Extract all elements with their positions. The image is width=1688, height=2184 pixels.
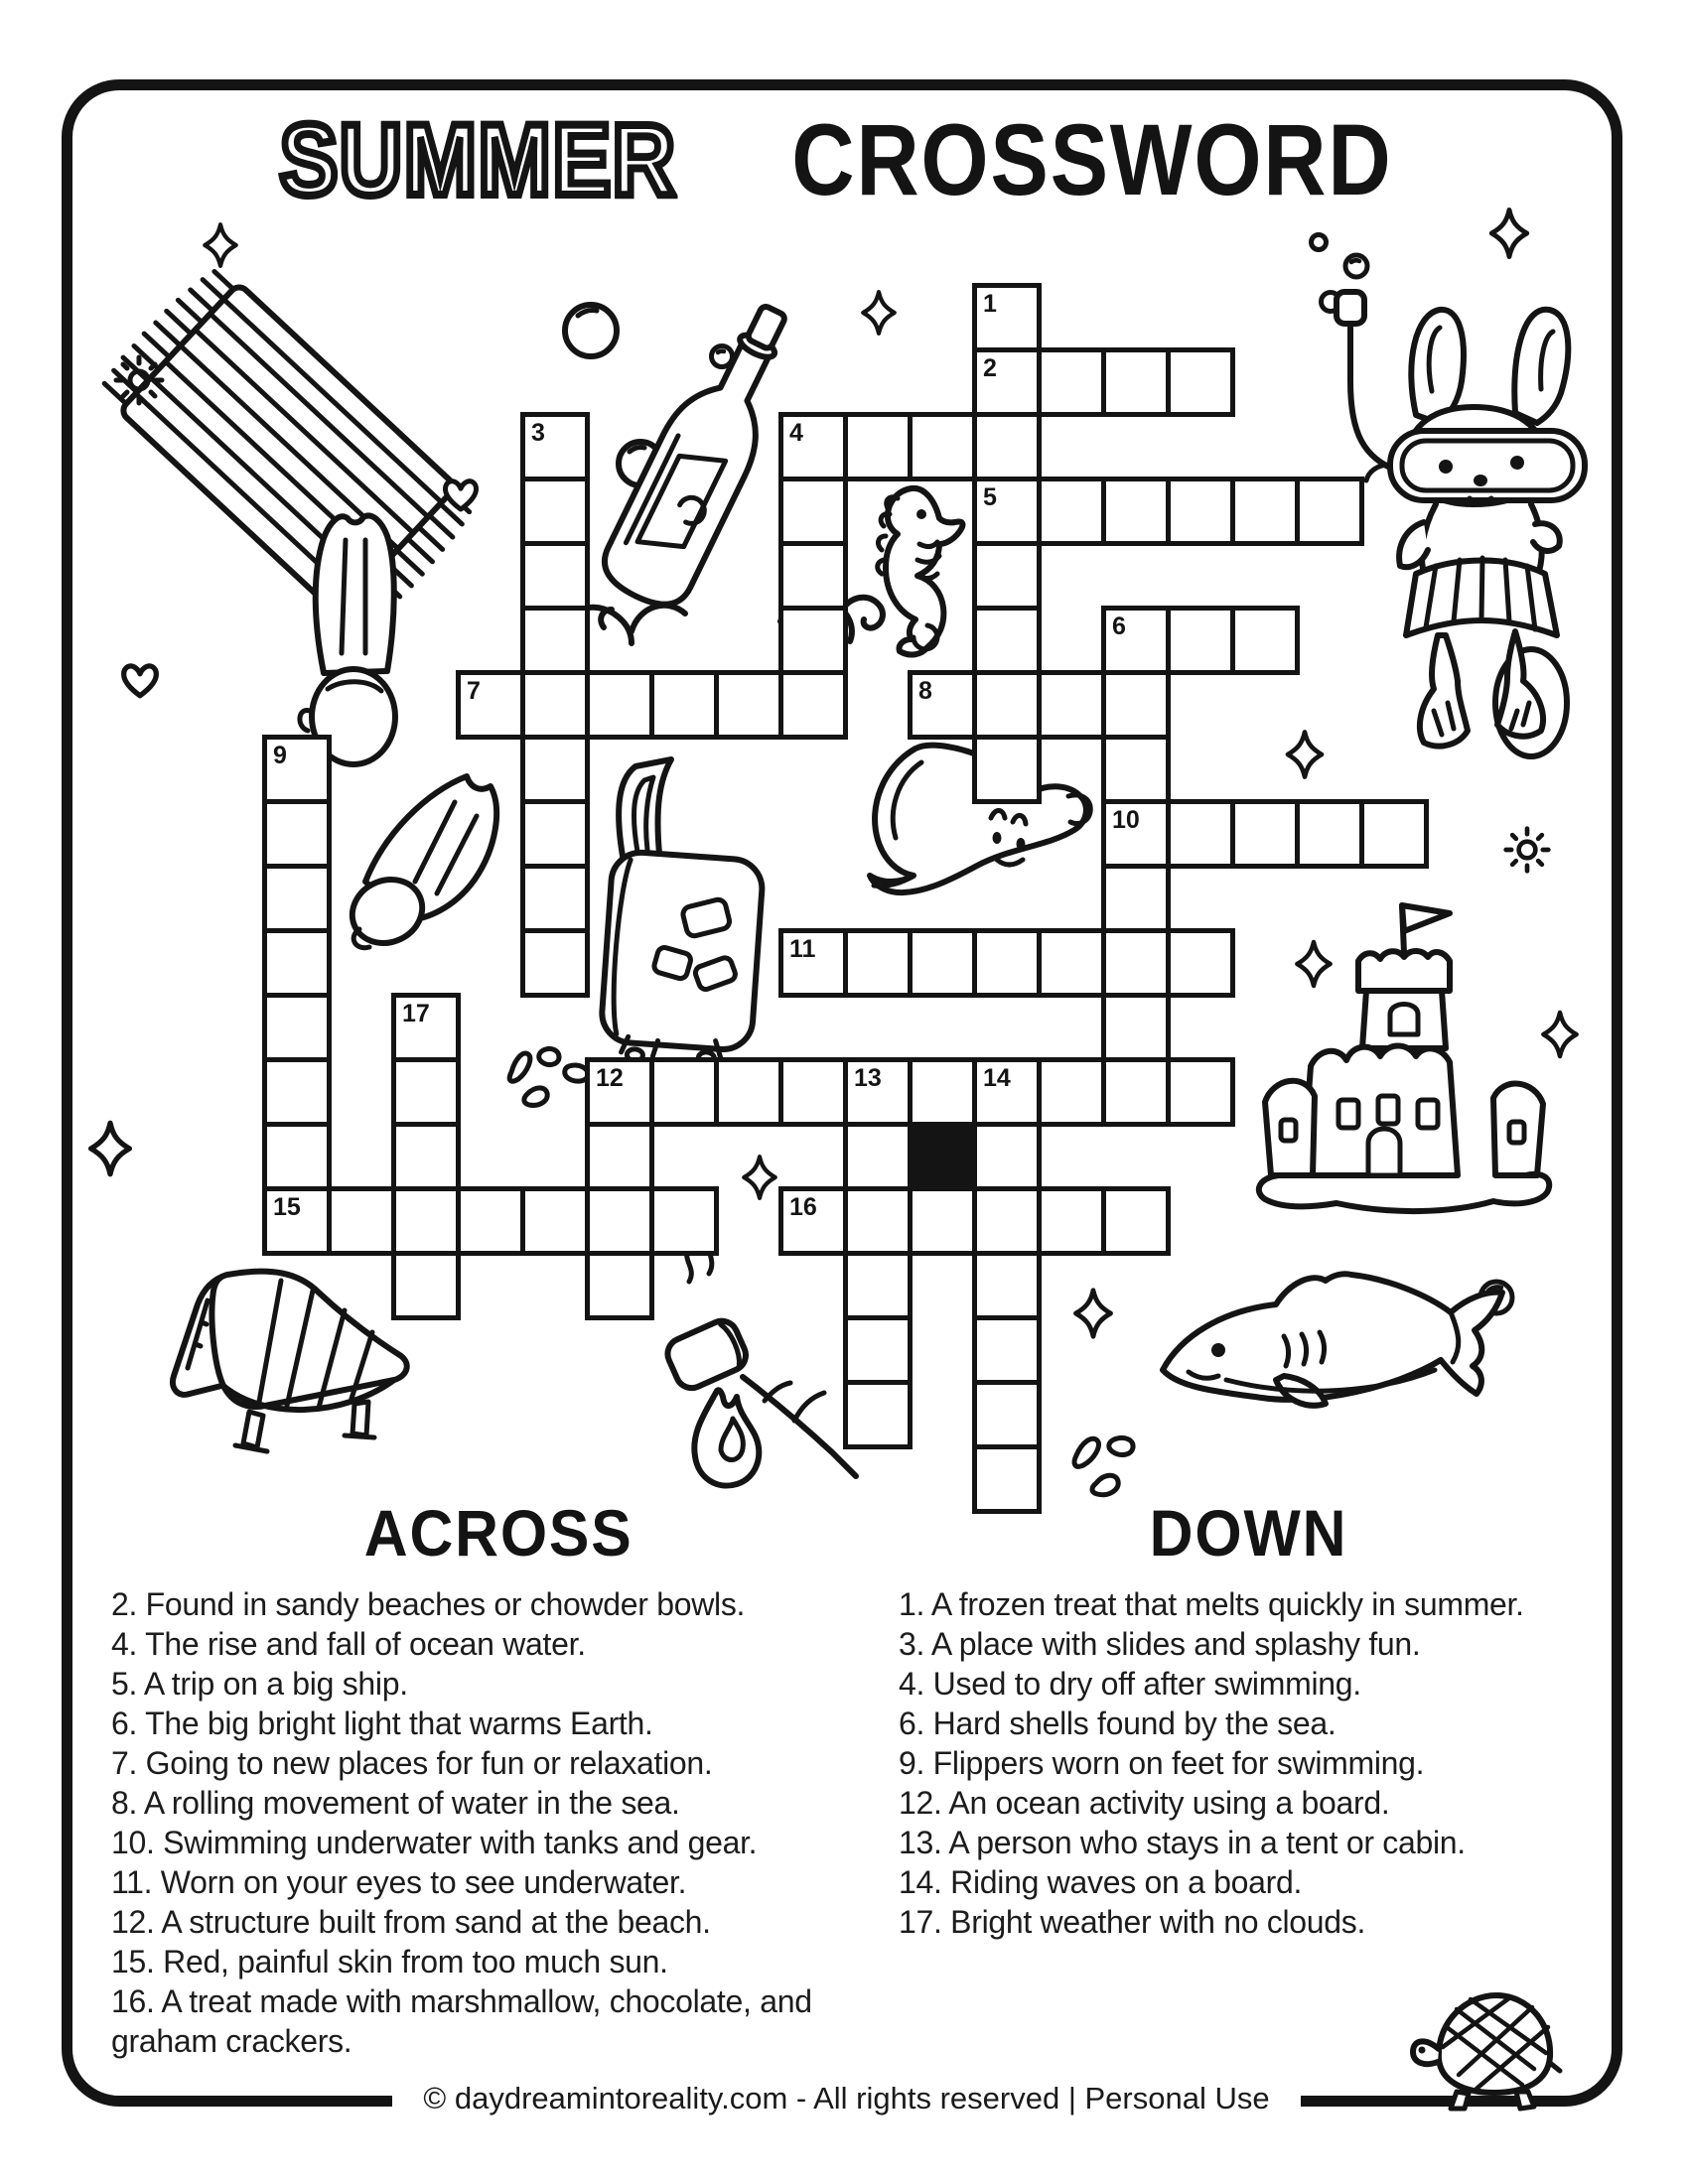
grid-cell[interactable] [972, 1122, 1042, 1191]
grid-cell[interactable] [262, 928, 332, 998]
clue-number: 11 [789, 935, 816, 963]
sparkle-icon [1074, 1287, 1112, 1340]
clue-number: 17 [402, 1000, 430, 1027]
clue-item: 2. Found in sandy beaches or chowder bowls. [111, 1586, 746, 1622]
clue-item: 17. Bright weather with no clouds. [899, 1904, 1366, 1940]
grid-cell[interactable] [972, 606, 1042, 675]
grid-cell[interactable] [843, 1057, 913, 1127]
grid-cell[interactable] [1101, 1057, 1171, 1127]
clue-number: 16 [789, 1193, 817, 1221]
clue-number: 2 [983, 354, 997, 382]
clue-number: 1 [983, 290, 997, 318]
grid-cell[interactable] [972, 928, 1042, 998]
grid-cell[interactable] [843, 928, 913, 998]
grid-cell[interactable] [1166, 606, 1235, 675]
sparkle-icon [743, 1154, 776, 1201]
splash-droplets-icon [501, 1042, 596, 1117]
blocked-cell [908, 1122, 977, 1191]
grid-cell[interactable] [908, 412, 977, 481]
grid-cell[interactable] [1101, 606, 1171, 675]
sun-icon [111, 352, 167, 408]
grid-cell[interactable] [1037, 347, 1106, 417]
grid-cell[interactable] [843, 1315, 913, 1385]
sparkle-icon [204, 222, 237, 268]
grid-cell[interactable] [520, 412, 590, 481]
clue-item: 7. Going to new places for fun or relaxation. [111, 1745, 713, 1781]
across-heading: ACROSS [363, 1496, 633, 1570]
grid-cell[interactable] [1230, 799, 1300, 869]
clue-number: 10 [1112, 806, 1140, 834]
grid-cell[interactable] [1230, 606, 1300, 675]
grid-cell[interactable] [972, 1251, 1042, 1320]
lounge-chair-illustration [154, 1261, 432, 1499]
clue-number: 4 [789, 419, 803, 447]
grid-cell[interactable] [1166, 799, 1235, 869]
clue-item: 11. Worn on your eyes to see underwater. [111, 1864, 687, 1900]
footer-text: © daydreamintoreality.com - All rights reserved | Personal Use [423, 2081, 1270, 2116]
clue-item: 1. A frozen treat that melts quickly in summer. [899, 1586, 1524, 1622]
grid-cell[interactable] [972, 735, 1042, 804]
grid-cell[interactable] [972, 477, 1042, 546]
clue-number: 13 [854, 1064, 882, 1092]
grid-cell[interactable] [972, 283, 1042, 352]
grid-cell[interactable] [908, 1057, 977, 1127]
across-clue-list [111, 1584, 886, 2061]
grid-cell[interactable] [520, 541, 590, 611]
grid-cell[interactable] [908, 1186, 977, 1256]
grid-cell[interactable] [843, 1122, 913, 1191]
clue-item: 12. An ocean activity using a board. [899, 1785, 1390, 1821]
grid-cell[interactable] [1295, 799, 1364, 869]
clue-item: 9. Flippers worn on feet for swimming. [899, 1745, 1425, 1781]
grid-cell[interactable] [1101, 1186, 1171, 1256]
grid-cell[interactable] [778, 928, 848, 998]
grid-cell[interactable] [391, 993, 461, 1062]
flipper-illustration [336, 762, 539, 956]
grid-cell[interactable] [843, 1251, 913, 1320]
down-clue-list [899, 1584, 1599, 1942]
grid-cell[interactable] [972, 541, 1042, 611]
sandcastle-illustration [1253, 891, 1561, 1211]
stingray-illustration [842, 733, 1100, 906]
grid-cell[interactable] [262, 864, 332, 933]
clue-item: 5. A trip on a big ship. [111, 1666, 408, 1702]
grid-cell[interactable] [585, 1251, 654, 1320]
grid-cell[interactable] [972, 1186, 1042, 1256]
grid-cell[interactable] [1101, 864, 1171, 933]
grid-cell[interactable] [972, 670, 1042, 740]
clue-item: 4. The rise and fall of ocean water. [111, 1626, 586, 1662]
grid-cell[interactable] [585, 670, 654, 740]
grid-cell[interactable] [520, 670, 590, 740]
grid-cell[interactable] [1037, 928, 1106, 998]
grid-cell[interactable] [649, 1186, 719, 1256]
clue-number: 7 [467, 677, 481, 705]
grid-cell[interactable] [262, 1186, 332, 1256]
clue-number: 9 [273, 742, 287, 769]
clue-item: 16. A treat made with marshmallow, chocolate, and graham crackers. [111, 1983, 812, 2059]
clue-item: 3. A place with slides and splashy fun. [899, 1626, 1421, 1662]
grid-cell[interactable] [585, 1057, 654, 1127]
title-word-summer: SUMMER [279, 103, 677, 216]
grid-cell[interactable] [520, 1186, 590, 1256]
grid-cell[interactable] [391, 1251, 461, 1320]
grid-cell[interactable] [972, 1380, 1042, 1449]
grid-cell[interactable] [1166, 347, 1235, 417]
grid-cell[interactable] [520, 606, 590, 675]
grid-cell[interactable] [585, 1186, 654, 1256]
grid-cell[interactable] [262, 1057, 332, 1127]
grid-cell[interactable] [262, 1122, 332, 1191]
grid-cell[interactable] [1166, 477, 1235, 546]
title-word-crossword: CROSSWORD [791, 103, 1393, 216]
grid-cell[interactable] [908, 928, 977, 998]
grid-cell[interactable] [908, 670, 977, 740]
grid-cell[interactable] [1037, 1057, 1106, 1127]
grid-cell[interactable] [1230, 477, 1300, 546]
grid-cell[interactable] [262, 735, 332, 804]
page-title [0, 103, 1688, 216]
grid-cell[interactable] [649, 670, 719, 740]
grid-cell[interactable] [1101, 670, 1171, 740]
grid-cell[interactable] [1037, 477, 1106, 546]
clue-number: 12 [596, 1064, 624, 1092]
clue-number: 15 [273, 1193, 301, 1221]
clue-number: 8 [918, 677, 932, 705]
clue-item: 13. A person who stays in a tent or cabin. [899, 1825, 1466, 1860]
seahorse-illustration [856, 478, 980, 657]
grid-cell[interactable] [1166, 928, 1235, 998]
grid-cell[interactable] [1101, 735, 1171, 804]
grid-cell[interactable] [391, 1057, 461, 1127]
grid-cell[interactable] [972, 347, 1042, 417]
clue-item: 15. Red, painful skin from too much sun. [111, 1944, 668, 1979]
grid-cell[interactable] [391, 1122, 461, 1191]
grid-cell[interactable] [1037, 1186, 1106, 1256]
grid-cell[interactable] [714, 1057, 783, 1127]
grid-cell[interactable] [778, 412, 848, 481]
grid-cell[interactable] [456, 1186, 525, 1256]
grid-cell[interactable] [1359, 799, 1429, 869]
clue-item: 12. A structure built from sand at the beach. [111, 1904, 711, 1940]
bubble-icon [1342, 252, 1370, 280]
shark-illustration [1127, 1253, 1529, 1471]
clue-item: 6. Hard shells found by the sea. [899, 1706, 1336, 1741]
grid-cell[interactable] [778, 1057, 848, 1127]
grid-cell[interactable] [843, 1380, 913, 1449]
clue-number: 3 [531, 419, 545, 447]
grid-cell[interactable] [1101, 993, 1171, 1062]
grid-cell[interactable] [327, 1186, 396, 1256]
clue-number: 14 [983, 1064, 1011, 1092]
grid-cell[interactable] [520, 735, 590, 804]
grid-cell[interactable] [520, 928, 590, 998]
grid-cell[interactable] [262, 799, 332, 869]
clue-number: 5 [983, 483, 997, 511]
snorkel-bunny-illustration [1321, 286, 1623, 782]
grid-cell[interactable] [1101, 928, 1171, 998]
grid-cell[interactable] [1101, 799, 1171, 869]
grid-cell[interactable] [520, 864, 590, 933]
grid-cell[interactable] [778, 606, 848, 675]
heart-icon [121, 663, 159, 699]
grid-cell[interactable] [520, 477, 590, 546]
clue-item: 4. Used to dry off after swimming. [899, 1666, 1361, 1702]
grid-cell[interactable] [972, 1444, 1042, 1514]
grid-cell[interactable] [1101, 347, 1171, 417]
grid-cell[interactable] [585, 1122, 654, 1191]
clue-item: 8. A rolling movement of water in the sea. [111, 1785, 680, 1821]
bubble-icon [1309, 232, 1329, 252]
grid-cell[interactable] [649, 1057, 719, 1127]
footer [392, 2069, 1301, 2128]
grid-cell[interactable] [262, 993, 332, 1062]
grid-cell[interactable] [843, 412, 913, 481]
turtle-illustration [1405, 1964, 1564, 2111]
sparkle-icon [1485, 208, 1533, 258]
grid-cell[interactable] [778, 541, 848, 611]
clue-item: 10. Swimming underwater with tanks and gear. [111, 1825, 758, 1860]
grid-cell[interactable] [520, 799, 590, 869]
clue-item: 6. The big bright light that warms Earth. [111, 1706, 653, 1741]
sparkle-icon [1285, 731, 1325, 778]
grid-cell[interactable] [456, 670, 525, 740]
clue-number: 6 [1112, 613, 1126, 640]
grid-cell[interactable] [972, 1315, 1042, 1385]
sun-icon [1501, 824, 1553, 876]
grid-cell[interactable] [778, 1186, 848, 1256]
grid-cell[interactable] [1101, 477, 1171, 546]
grid-cell[interactable] [714, 670, 783, 740]
down-heading: DOWN [1149, 1496, 1348, 1570]
grid-cell[interactable] [1166, 1057, 1235, 1127]
grid-cell[interactable] [1295, 477, 1364, 546]
grid-cell[interactable] [972, 412, 1042, 481]
grid-cell[interactable] [391, 1186, 461, 1256]
grid-cell[interactable] [778, 670, 848, 740]
grid-cell[interactable] [778, 477, 848, 546]
clue-item: 14. Riding waves on a board. [899, 1864, 1303, 1900]
grid-cell[interactable] [1037, 670, 1106, 740]
grid-cell[interactable] [972, 1057, 1042, 1127]
suitcase-illustration [594, 745, 773, 1067]
sparkle-icon [89, 1120, 131, 1177]
grid-cell[interactable] [843, 1186, 913, 1256]
